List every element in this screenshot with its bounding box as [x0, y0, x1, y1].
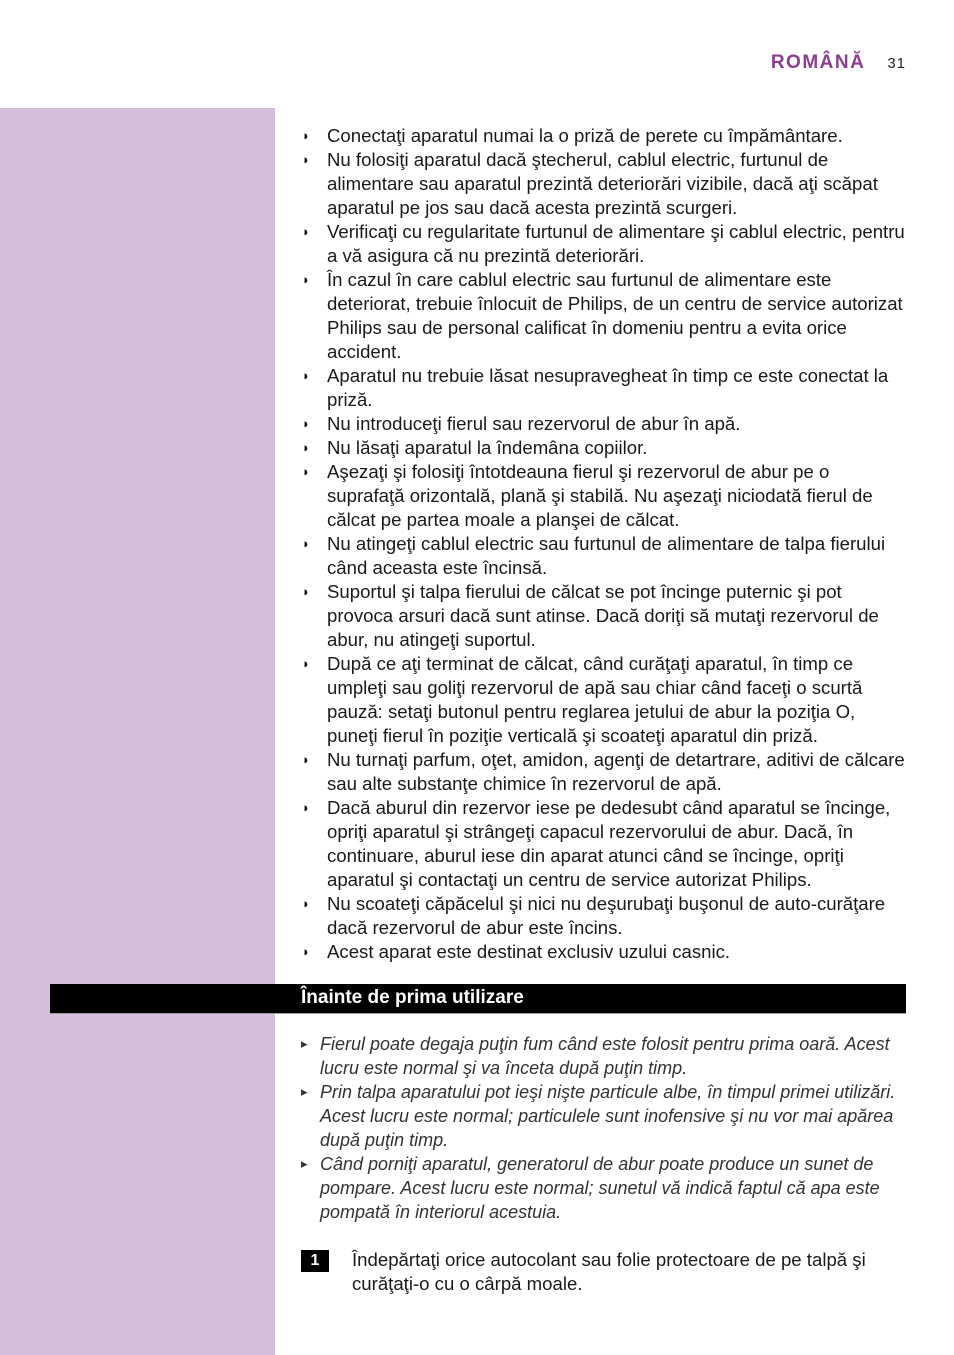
warning-item: ◗ Verificaţi cu regularitate furtunul de alimentare şi cablul electric, pentru a vă asigura că nu prezintă deteriorări.: [301, 220, 911, 268]
warning-item: ◗ Nu atingeţi cablul electric sau furtunul de alimentare de talpa fierului când aceasta este încinsă.: [301, 532, 911, 580]
warning-list: [301, 124, 911, 964]
warning-item: ◗ Nu folosiţi aparatul dacă ştecherul, cablul electric, furtunul de alimentare sau aparatul prezintă deteriorări vizibile, dacă aţi scăpat aparatul pe jos sau dacă acesta prezintă scurgeri.: [301, 148, 911, 220]
sidebar-band: [0, 108, 275, 1355]
section-title: Înainte de prima utilizare: [301, 987, 524, 1008]
note-item: ▸ Prin talpa aparatului pot ieşi nişte particule albe, în timpul primei utilizări. Acest lucru este normal; particulele sunt inofensive şi nu vor mai apărea după puţin timp.: [301, 1080, 911, 1152]
page-number: 31: [887, 55, 906, 72]
warning-item: ◗ Aşezaţi şi folosiţi întotdeauna fierul şi rezervorul de abur pe o suprafaţă orizontală, plană şi stabilă. Nu aşezaţi niciodată fierul de călcat pe partea moale a planşei de călcat.: [301, 460, 911, 532]
note-list: [301, 1032, 911, 1224]
warning-item: ◗ Dacă aburul din rezervor iese pe dedesubt când aparatul se încinge, opriţi aparatul şi strângeţi capacul rezervorului de abur. Dacă, în continuare, aburul iese din aparat atunci când se încinge, opriţi aparatul şi contactaţi un centru de service autorizat Philips.: [301, 796, 911, 892]
warning-item: ◗ Conectaţi aparatul numai la o priză de perete cu împământare.: [301, 124, 911, 148]
language-label: ROMÂNĂ: [770, 52, 866, 73]
note-item: ▸ Fierul poate degaja puţin fum când este folosit pentru prima oară. Acest lucru este normal şi va înceta după puţin timp.: [301, 1032, 911, 1080]
warning-item: ◗ Nu scoateţi căpăcelul şi nici nu deşurubaţi buşonul de auto-curăţare dacă rezervorul de abur este încins.: [301, 892, 911, 940]
page-header: [771, 52, 906, 74]
warning-item: ◗ Aparatul nu trebuie lăsat nesupravegheat în timp ce este conectat la priză.: [301, 364, 911, 412]
warning-item: ◗ Suportul şi talpa fierului de călcat se pot încinge puternic şi pot provoca arsuri dacă sunt atinse. Dacă doriţi să mutaţi rezervorul de abur, nu atingeţi suportul.: [301, 580, 911, 652]
warning-item: ◗ Nu introduceţi fierul sau rezervorul de abur în apă.: [301, 412, 911, 436]
warning-item: ◗ După ce aţi terminat de călcat, când curăţaţi aparatul, în timp ce umpleţi sau goliţi rezervorul de apă sau chiar când faceţi o scurtă pauză: setaţi butonul pentru reglarea jetului de abur la poziţia O, puneţi fierul în poziţie verticală şi scoateţi aparatul din priză.: [301, 652, 911, 748]
step-text: Îndepărtaţi orice autocolant sau folie protectoare de pe talpă şi curăţaţi-o cu o cârpă moale.: [352, 1249, 866, 1294]
note-item: ▸ Când porniţi aparatul, generatorul de abur poate produce un sunet de pompare. Acest lucru este normal; sunetul vă indică faptul că apa este pompată în interiorul acestuia.: [301, 1152, 911, 1224]
warning-item: ◗ Nu turnaţi parfum, oţet, amidon, agenţi de detartrare, aditivi de călcare sau alte substanţe chimice în rezervorul de apă.: [301, 748, 911, 796]
warning-item: ◗ Nu lăsaţi aparatul la îndemâna copiilor.: [301, 436, 911, 460]
warning-item: ◗ Acest aparat este destinat exclusiv uzului casnic.: [301, 940, 911, 964]
warning-item: ◗ În cazul în care cablul electric sau furtunul de alimentare este deteriorat, trebuie înlocuit de Philips, de un centru de service autorizat Philips sau de personal calificat în domeniu pentru a evita orice accident.: [301, 268, 911, 364]
step-number-badge: 1: [301, 1250, 329, 1272]
step-item: [301, 1248, 911, 1296]
section-heading-bar: [50, 984, 906, 1013]
